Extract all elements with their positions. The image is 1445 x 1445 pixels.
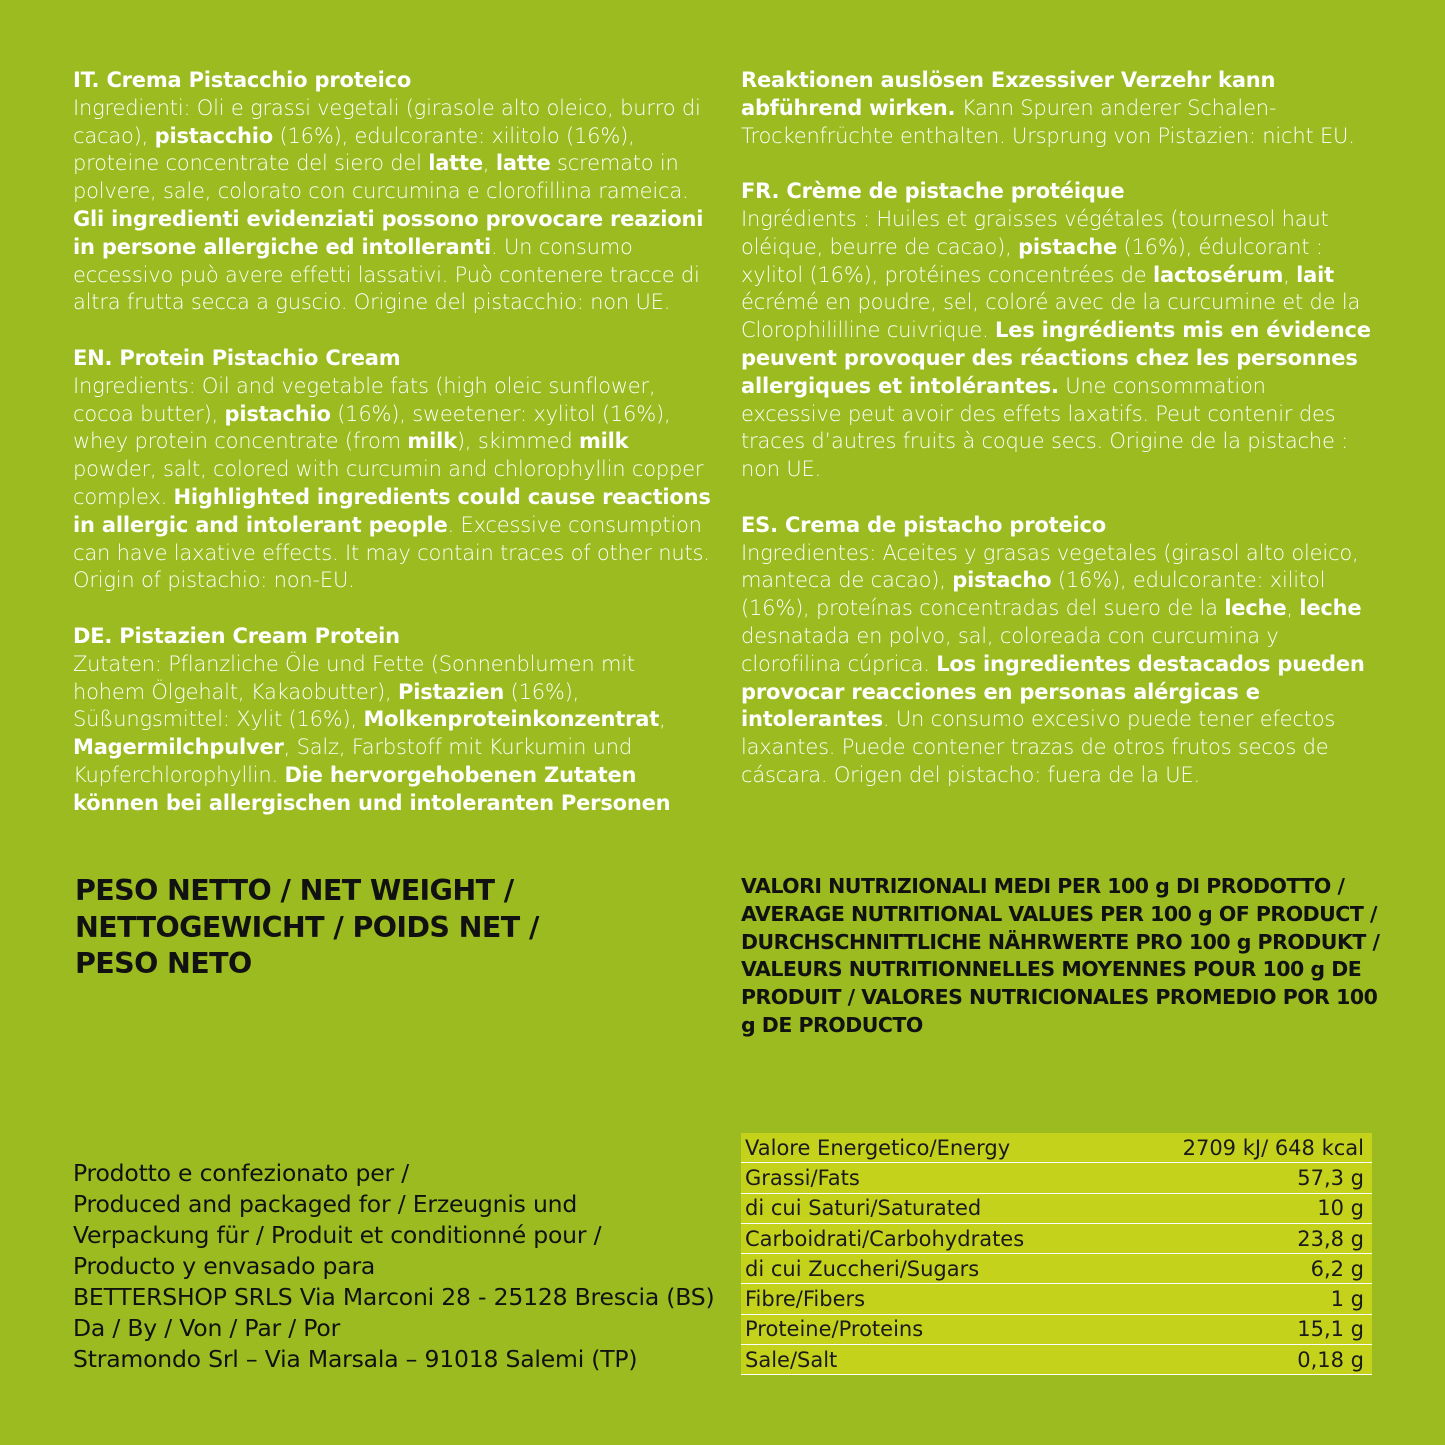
- ingredients-it: IT. Crema Pistacchio proteico Ingredienti: Oli e grassi vegetali (girasole alto oleico, burro di cacao), pistacchio (16%), edulcorante: xilitolo (16%), proteine concentrate del siero del latte, latte scremato in polvere, sale, colorato con curcumina e clorofillina rameica. Gli ingredienti evidenziati possono provocare reazioni in persone allergiche ed intolleranti. Un consumo eccessivo può avere effetti lassativi. Può contenere tracce di altra frutta secca a guscio. Origine del pistacchio: non UE.: [73, 68, 704, 315]
- nutrient-value: 10 g: [1120, 1193, 1372, 1223]
- nutrition-table: [741, 1133, 1372, 1375]
- table-row: [741, 1163, 1372, 1193]
- nutrient-value: 23,8 g: [1120, 1223, 1372, 1253]
- ingredients-en: EN. Protein Pistachio Cream Ingredients: Oil and vegetable fats (high oleic sunflower, cocoa butter), pistachio (16%), sweetener: xylitol (16%), whey protein concentrate (from milk), skimmed milk powder, salt, colored with curcumin and chlorophyllin copper complex. Highlighted ingredients could cause reactions in allergic and intolerant people. Excessive consumption can have laxative effects. It may contain traces of other nuts. Origin of pistachio: non-EU.: [73, 345, 711, 593]
- ingredients-fr-title: FR. Crème de pistache protéique: [741, 179, 1125, 204]
- ingredients-fr: FR. Crème de pistache protéique Ingrédients : Huiles et graisses végétales (tournesol haut oléique, beurre de cacao), pistache (16%), édulcorant : xylitol (16%), protéines concentrées de lactosérum, lait écrémé en poudre, sel, coloré avec de la curcumine et de la Clorophililline cuivrique. Les ingrédients mis en évidence peuvent provoquer des réactions chez les personnes allergiques et intolérantes. Une consommation excessive peut avoir des effets laxatifs. Peut contenir des traces d’autres fruits à coque secs. Origine de la pistache : non UE.: [741, 179, 1371, 482]
- nutrient-label: Grassi/Fats: [741, 1163, 1120, 1193]
- producer-line: BETTERSHOP SRLS Via Marconi 28 - 25128 Brescia (BS): [73, 1283, 715, 1311]
- table-row: [741, 1193, 1372, 1223]
- nutrient-value: 0,18 g: [1120, 1345, 1372, 1375]
- nutrient-label: Valore Energetico/Energy: [741, 1133, 1120, 1163]
- table-row: [741, 1133, 1372, 1163]
- table-row: [741, 1284, 1372, 1314]
- nutrient-label: Fibre/Fibers: [741, 1284, 1120, 1314]
- nutrition-heading: VALORI NUTRIZIONALI MEDI PER 100 g DI PRODOTTO / AVERAGE NUTRITIONAL VALUES PER 100 g OF PRODUCT / DURCHSCHNITTLICHE NÄHRWERTE PRO 100 g PRODUKT / VALEURS NUTRITIONNELLES MOYENNES POUR 100 g DE PRODUIT / VALORES NUTRICIONALES PROMEDIO POR 100 g DE PRODUCTO: [741, 874, 1380, 1037]
- producer-line: Stramondo Srl – Via Marsala – 91018 Salemi (TP): [73, 1345, 638, 1373]
- producer-info: [73, 1158, 723, 1375]
- net-weight-heading: PESO NETTO / NET WEIGHT / NETTOGEWICHT / POIDS NET / PESO NETO: [75, 874, 539, 980]
- nutrient-label: di cui Zuccheri/Sugars: [741, 1254, 1120, 1284]
- nutrient-value: 6,2 g: [1120, 1254, 1372, 1284]
- producer-line: Produced and packaged for / Erzeugnis und: [73, 1190, 578, 1218]
- ingredients-right-column: [741, 67, 1371, 818]
- nutrient-label: Carboidrati/Carbohydrates: [741, 1223, 1120, 1253]
- nutrient-value: 15,1 g: [1120, 1314, 1372, 1344]
- nutrient-label: di cui Saturi/Saturated: [741, 1193, 1120, 1223]
- nutrient-label: Sale/Salt: [741, 1345, 1120, 1375]
- nutrient-value: 1 g: [1120, 1284, 1372, 1314]
- nutrient-value: 57,3 g: [1120, 1163, 1372, 1193]
- ingredients-de-title: DE. Pistazien Cream Protein: [73, 623, 400, 648]
- ingredients-es: ES. Crema de pistacho proteico Ingredientes: Aceites y grasas vegetales (girasol alto oleico, manteca de cacao), pistacho (16%), edulcorante: xilitol (16%), proteínas concentradas del suero de la leche, leche desnatada en polvo, sal, coloreada con curcumina y clorofilina cúprica. Los ingredientes destacados pueden provocar reacciones en personas alérgicas e intolerantes. Un consumo excesivo puede tener efectos laxantes. Puede contener trazas de otros frutos secos de cáscara. Origen del pistacho: fuera de la UE.: [741, 512, 1365, 787]
- producer-line: Prodotto e confezionato per /: [73, 1159, 409, 1187]
- ingredients-de-continued: Reaktionen auslösen Exzessiver Verzehr kann abführend wirken. Kann Spuren anderer Schalen-Trockenfrüchte enthalten. Ursprung von Pistazien: nicht EU.: [741, 68, 1355, 148]
- producer-line: Da / By / Von / Par / Por: [73, 1314, 341, 1342]
- table-row: [741, 1254, 1372, 1284]
- nutrient-value: 2709 kJ/ 648 kcal: [1120, 1133, 1372, 1163]
- table-row: [741, 1345, 1372, 1375]
- nutrient-label: Proteine/Proteins: [741, 1314, 1120, 1344]
- producer-line: Verpackung für / Produit et conditionné pour /: [73, 1221, 602, 1249]
- ingredients-it-title: IT. Crema Pistacchio proteico: [73, 68, 412, 92]
- ingredients-left-column: [73, 67, 713, 845]
- table-row: [741, 1314, 1372, 1344]
- ingredients-es-title: ES. Crema de pistacho proteico: [741, 512, 1106, 537]
- table-row: [741, 1223, 1372, 1253]
- ingredients-en-title: EN. Protein Pistachio Cream: [73, 345, 401, 370]
- producer-line: Producto y envasado para: [73, 1252, 376, 1280]
- ingredients-de: DE. Pistazien Cream Protein Zutaten: Pflanzliche Öle und Fette (Sonnenblumen mit hohem Ölgehalt, Kakaobutter), Pistazien (16%), Süßungsmittel: Xylit (16%), Molkenproteinkonzentrat, Magermilchpulver, Salz, Farbstoff mit Kurkumin und Kupferchlorophyllin. Die hervorgehobenen Zutaten können bei allergischen und intoleranten Personen: [73, 623, 671, 815]
